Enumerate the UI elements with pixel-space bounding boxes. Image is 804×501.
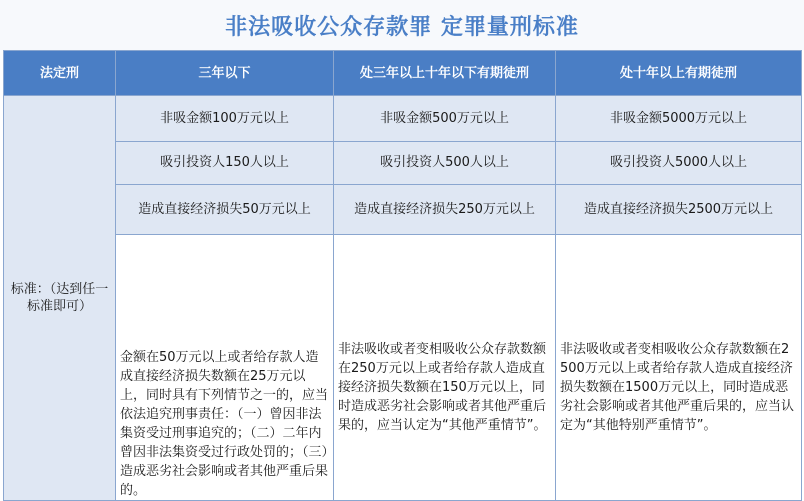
criteria-row-amount (4, 96, 802, 142)
standard-text-over-ten: 非法吸收或者变相吸收公众存款数额在2500万元以上或者给存款人造成直接经济损失数额在1500万元以上，同时造成恶劣社会影响或者其他严重后果的，应当认定为“其他特别严重情节”。 (556, 235, 802, 501)
criteria-row-loss (4, 185, 802, 235)
header-over-ten-years: 处十年以上有期徒刑 (556, 51, 802, 96)
criteria-cell: 非吸金额5000万元以上 (556, 96, 802, 142)
header-under-three-years: 三年以下 (116, 51, 334, 96)
criteria-row-investors (4, 142, 802, 185)
header-statutory-penalty: 法定刑 (4, 51, 116, 96)
criteria-cell: 造成直接经济损失2500万元以上 (556, 185, 802, 235)
criteria-cell: 吸引投资人5000人以上 (556, 142, 802, 185)
standard-text-three-to-ten: 非法吸收或者变相吸收公众存款数额在250万元以上或者给存款人造成直接经济损失数额在150万元以上，同时造成恶劣社会影响或者其他严重后果的，应当认定为“其他严重情节”。 (334, 235, 556, 501)
criteria-cell: 造成直接经济损失250万元以上 (334, 185, 556, 235)
header-row (4, 51, 802, 96)
criteria-cell: 非吸金额100万元以上 (116, 96, 334, 142)
page-title: 非法吸收公众存款罪 定罪量刑标准 (0, 0, 804, 50)
criteria-cell: 吸引投资人500人以上 (334, 142, 556, 185)
criteria-cell: 造成直接经济损失50万元以上 (116, 185, 334, 235)
criteria-cell: 吸引投资人150人以上 (116, 142, 334, 185)
header-three-to-ten-years: 处三年以上十年以下有期徒刑 (334, 51, 556, 96)
standard-text-under-three: 金额在50万元以上或者给存款人造成直接经济损失数额在25万元以上，同时具有下列情节之一的，应当依法追究刑事责任：（一）曾因非法集资受过刑事追究的；（二）二年内曾因非法集资受过行政处罚的；（三）造成恶劣社会影响或者其他严重后果的。 (116, 235, 334, 501)
sentencing-table (3, 50, 802, 501)
standard-label: 标准：（达到任一标准即可） (4, 96, 116, 501)
criteria-cell: 非吸金额500万元以上 (334, 96, 556, 142)
standard-row (4, 235, 802, 501)
